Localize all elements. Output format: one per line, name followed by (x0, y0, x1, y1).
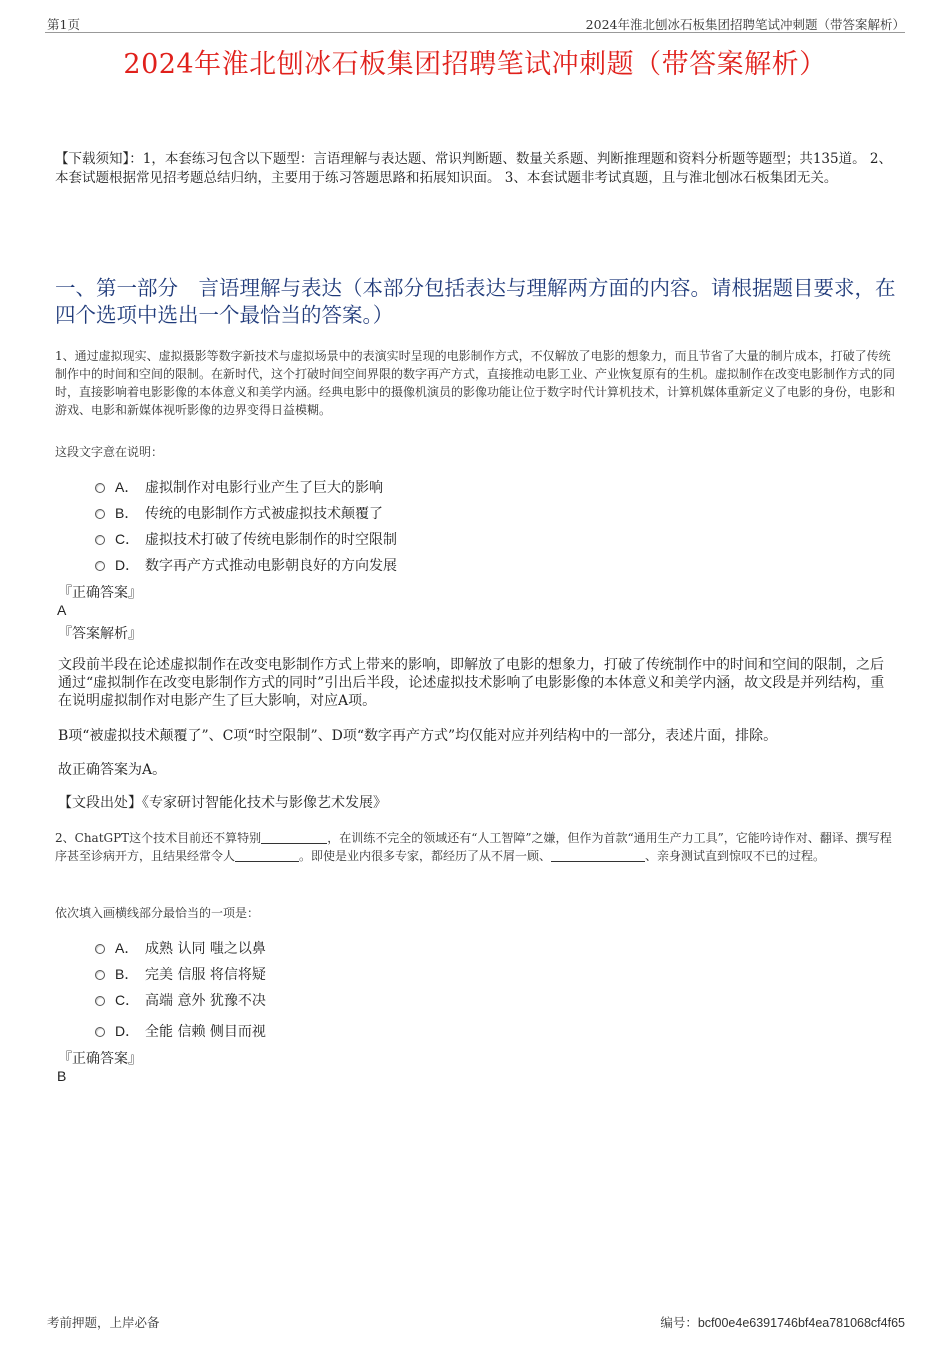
header-divider (45, 32, 905, 33)
radio-icon[interactable] (95, 509, 105, 519)
radio-icon[interactable] (95, 944, 105, 954)
radio-icon[interactable] (95, 483, 105, 493)
question-2-option-c[interactable]: C． 高端 意外 犹豫不决 (95, 990, 266, 1010)
radio-icon[interactable] (95, 1027, 105, 1037)
download-notice: 【下载须知】：1，本套练习包含以下题型：言语理解与表达题、常识判断题、数量关系题、判断推理题和资料分析题等题型；共135道。 2、本套试题根据常见招考题总结归纳，主要用于练习答题思路和拓展知识面。 3、本套试题非考试真题，且与淮北刨冰石板集团无关。 (55, 151, 892, 186)
page-title: 2024年淮北刨冰石板集团招聘笔试冲刺题（带答案解析） (123, 49, 827, 80)
question-2-option-b[interactable]: B． 完美 信服 将信将疑 (95, 964, 266, 984)
radio-icon[interactable] (95, 535, 105, 545)
radio-icon[interactable] (95, 970, 105, 980)
header-doc-title: 2024年淮北刨冰石板集团招聘笔试冲刺题（带答案解析） (585, 17, 905, 32)
question-1-source: 【文段出处】《专家研讨智能化技术与影像艺术发展》 (58, 795, 387, 811)
section-heading: 一、第一部分 言语理解与表达（本部分包括表达与理解两方面的内容。请根据题目要求，在四个选项中选出一个最恰当的答案。） (55, 276, 896, 327)
question-2-option-d[interactable]: D． 全能 信赖 侧目而视 (95, 1021, 266, 1041)
radio-icon[interactable] (95, 561, 105, 571)
question-1-option-a[interactable]: A． 虚拟制作对电影行业产生了巨大的影响 (95, 477, 383, 497)
question-1-analysis-para-3: 故正确答案为A。 (58, 762, 167, 778)
blank-line (261, 831, 327, 844)
question-2-option-a[interactable]: A． 成熟 认同 嗤之以鼻 (95, 938, 266, 958)
page-number: 第1页 (47, 17, 80, 32)
question-1-analysis-para-2: B项“被虚拟技术颠覆了”、C项“时空限制”、D项“数字再产方式”均仅能对应并列结构中的一部分，表述片面，排除。 (58, 728, 778, 744)
question-2-answer-label: 『正确答案』 (58, 1051, 142, 1067)
question-1-option-b[interactable]: B． 传统的电影制作方式被虚拟技术颠覆了 (95, 503, 383, 523)
radio-icon[interactable] (95, 996, 105, 1006)
question-2-stem: 2、ChatGPT这个技术目前还不算特别 ，在训练不完全的领域还有“人工智障”之嫌，但作为首款“通用生产力工具”，它能吟诗作对、翻译、撰写程序甚至诊病开方，且结果经常令人 。即使是业内很多专家，都经历了从不屑一顾、 、亲身测试直到惊叹不已的过程。 (55, 831, 892, 863)
blank-line (235, 849, 299, 862)
question-1-prompt: 这段文字意在说明： (55, 445, 164, 459)
question-1-analysis-para-1: 文段前半段在论述虚拟制作在改变电影制作方式上带来的影响，即解放了电影的想象力，打破了传统制作中的时间和空间的限制，之后通过“虚拟制作在改变电影制作方式的同时”引出后半段，论述虚拟技术影响了电影影像的本体意义和美学内涵，故文段是并列结构，重在说明虚拟制作对电影产生了巨大影响，对应A项。 (58, 657, 885, 709)
question-1-option-c[interactable]: C． 虚拟技术打破了传统电影制作的时空限制 (95, 529, 397, 549)
question-1-option-d[interactable]: D． 数字再产方式推动电影朝良好的方向发展 (95, 555, 397, 575)
question-1-answer: A (57, 602, 67, 618)
question-1-analysis-label: 『答案解析』 (58, 626, 142, 642)
question-1-stem: 1、通过虚拟现实、虚拟摄影等数字新技术与虚拟场景中的表演实时呈现的电影制作方式，不仅解放了电影的想象力，而且节省了大量的制片成本，打破了传统制作中的时间和空间的限制。在新时代，这个打破时间空间界限的数字再产方式，直接推动电影工业、产业恢复原有的生机。虚拟制作在改变电影制作方式的同时，直接影响着电影影像的本体意义和美学内涵。经典电影中的摄像机演员的影像功能让位于数字时代计算机技术，计算机媒体重新定义了电影的身份，电影和游戏、电影和新媒体视听影像的边界变得日益模糊。 (55, 349, 896, 417)
footer-slogan: 考前押题，上岸必备 (47, 1315, 160, 1330)
question-1-answer-label: 『正确答案』 (58, 585, 142, 601)
question-2-answer: B (57, 1068, 67, 1084)
blank-line (551, 849, 645, 862)
question-2-prompt: 依次填入画横线部分最恰当的一项是： (55, 906, 260, 920)
footer-code: 编号：bcf00e4e6391746bf4ea781068cf4f65 (660, 1315, 905, 1330)
